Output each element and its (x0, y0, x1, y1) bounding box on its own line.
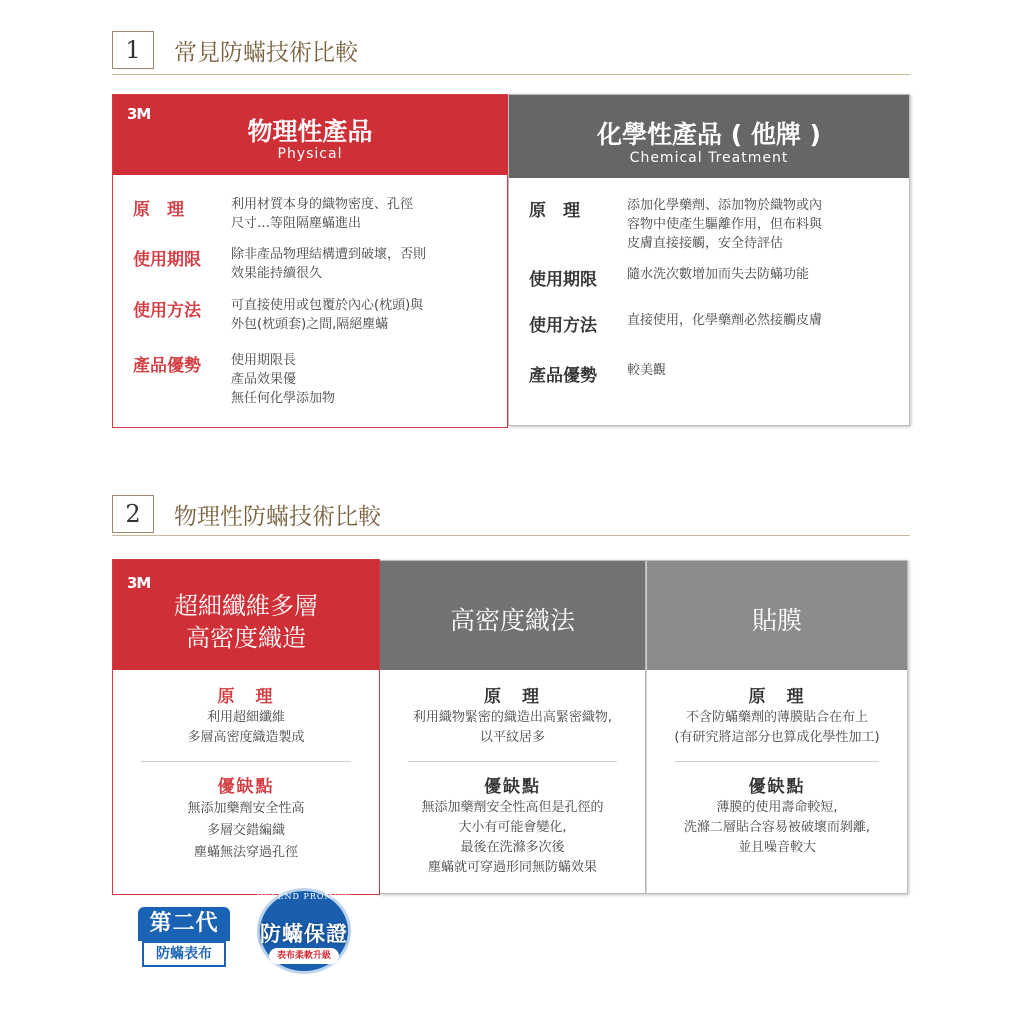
chemical-row-usage (529, 311, 895, 336)
divider (408, 761, 617, 762)
row-label: 使用期限 (133, 250, 201, 270)
badge-top-text: 第二代 (138, 907, 230, 941)
principle-text: 不含防蟎藥劑的薄膜貼合在布上 (有研究將這部分也算成化學性加工) (674, 710, 880, 745)
row-label: 產品優勢 (529, 366, 597, 386)
section2-header (112, 495, 381, 533)
section1-header (112, 31, 358, 69)
section2-title: 物理性防蟎技術比較 (174, 503, 381, 530)
proscons-label: 優缺點 (748, 777, 806, 797)
chemical-card-header (509, 95, 909, 178)
proscons-label: 優缺點 (217, 777, 275, 797)
film-column (646, 560, 908, 894)
chemical-product-card (508, 94, 910, 426)
section1-divider (112, 74, 910, 75)
principle-label: 原 理 (217, 687, 275, 707)
physical-card-subtitle: Physical (277, 146, 343, 162)
physical-row-duration (133, 245, 489, 283)
row-label: 原 理 (529, 201, 580, 221)
microfiber-header (113, 560, 379, 670)
principle-text: 利用織物緊密的織造出高緊密織物, 以平紋居多 (412, 710, 613, 745)
row-text: 添加化學藥劑、添加物於織物或內 容物中使產生驅離作用，但布料與 皮膚直接接觸，安全待評估 (627, 198, 823, 251)
3m-logo: 3M (127, 574, 151, 592)
mite-guarantee-seal (253, 888, 355, 978)
row-text: 利用材質本身的織物密度、孔徑 尺寸…等阻隔塵蟎進出 (231, 197, 414, 231)
high-density-header (380, 561, 645, 670)
row-text: 直接使用，化學藥劑必然接觸皮膚 (627, 313, 823, 328)
chemical-row-advantage (529, 361, 895, 386)
divider (141, 761, 351, 762)
proscons-text: 薄膜的使用壽命較短, 洗滌二層貼合容易被破壞而剝離, 並且噪音較大 (683, 800, 871, 855)
badge-bottom-text: 防蟎表布 (142, 941, 226, 967)
row-text: 隨水洗次數增加而失去防蟎功能 (627, 267, 810, 282)
physical-card-title: 物理性產品 (247, 117, 373, 146)
divider (675, 761, 879, 762)
principle-text: 利用超細纖維 多層高密度織造製成 (187, 710, 305, 745)
chemical-row-principle (529, 196, 895, 253)
principle-label: 原 理 (484, 687, 541, 707)
microfiber-column (112, 559, 380, 895)
row-label: 使用期限 (529, 270, 597, 290)
section2-number: 2 (112, 495, 154, 533)
physical-row-principle (133, 195, 489, 233)
seal-main-text: 防蟎保證 (260, 922, 348, 946)
principle-label: 原 理 (748, 687, 806, 707)
row-label: 使用方法 (529, 316, 597, 336)
film-header (647, 561, 907, 670)
seal-ring-text: DEFEND PROMISE (256, 892, 352, 901)
high-density-title: 高密度織法 (449, 606, 575, 635)
physical-product-card (112, 94, 508, 428)
3m-logo: 3M (127, 105, 151, 123)
physical-row-usage (133, 296, 489, 334)
section1-title: 常見防蟎技術比較 (174, 39, 358, 66)
row-label: 使用方法 (133, 301, 201, 321)
row-label: 原 理 (133, 200, 184, 220)
seal-sub-text: 表布柔軟升級 (269, 948, 339, 964)
film-title: 貼膜 (751, 606, 802, 635)
chemical-card-title: 化學性產品 ( 他牌 ) (597, 120, 821, 149)
chemical-card-subtitle: Chemical Treatment (629, 150, 789, 166)
row-text: 使用期限長 產品效果優 無任何化學添加物 (231, 353, 336, 406)
proscons-text: 無添加藥劑安全性高但是孔徑的 大小有可能會變化, 最後在洗滌多次後 塵蟎就可穿過形同無防蟎效果 (421, 800, 604, 875)
section1-number: 1 (112, 31, 154, 69)
physical-card-header (113, 95, 507, 175)
section2-divider (112, 535, 910, 536)
row-text: 除非產品物理結構遭到破壞，否則 效果能持續很久 (231, 247, 427, 281)
microfiber-title: 超細纖維多層 高密度織造 (174, 592, 318, 652)
row-text: 較美觀 (627, 363, 667, 378)
chemical-row-duration (529, 265, 895, 290)
second-gen-fabric-badge (138, 907, 230, 971)
high-density-column (380, 560, 646, 894)
proscons-text: 無添加藥劑安全性高 多層交錯編織 塵蟎無法穿過孔徑 (187, 801, 305, 860)
proscons-label: 優缺點 (484, 777, 541, 797)
physical-row-advantage (133, 351, 489, 408)
row-text: 可直接使用或包覆於內心(枕頭)與 外包(枕頭套)之間,隔絕塵蟎 (231, 298, 424, 332)
row-label: 產品優勢 (133, 356, 201, 376)
